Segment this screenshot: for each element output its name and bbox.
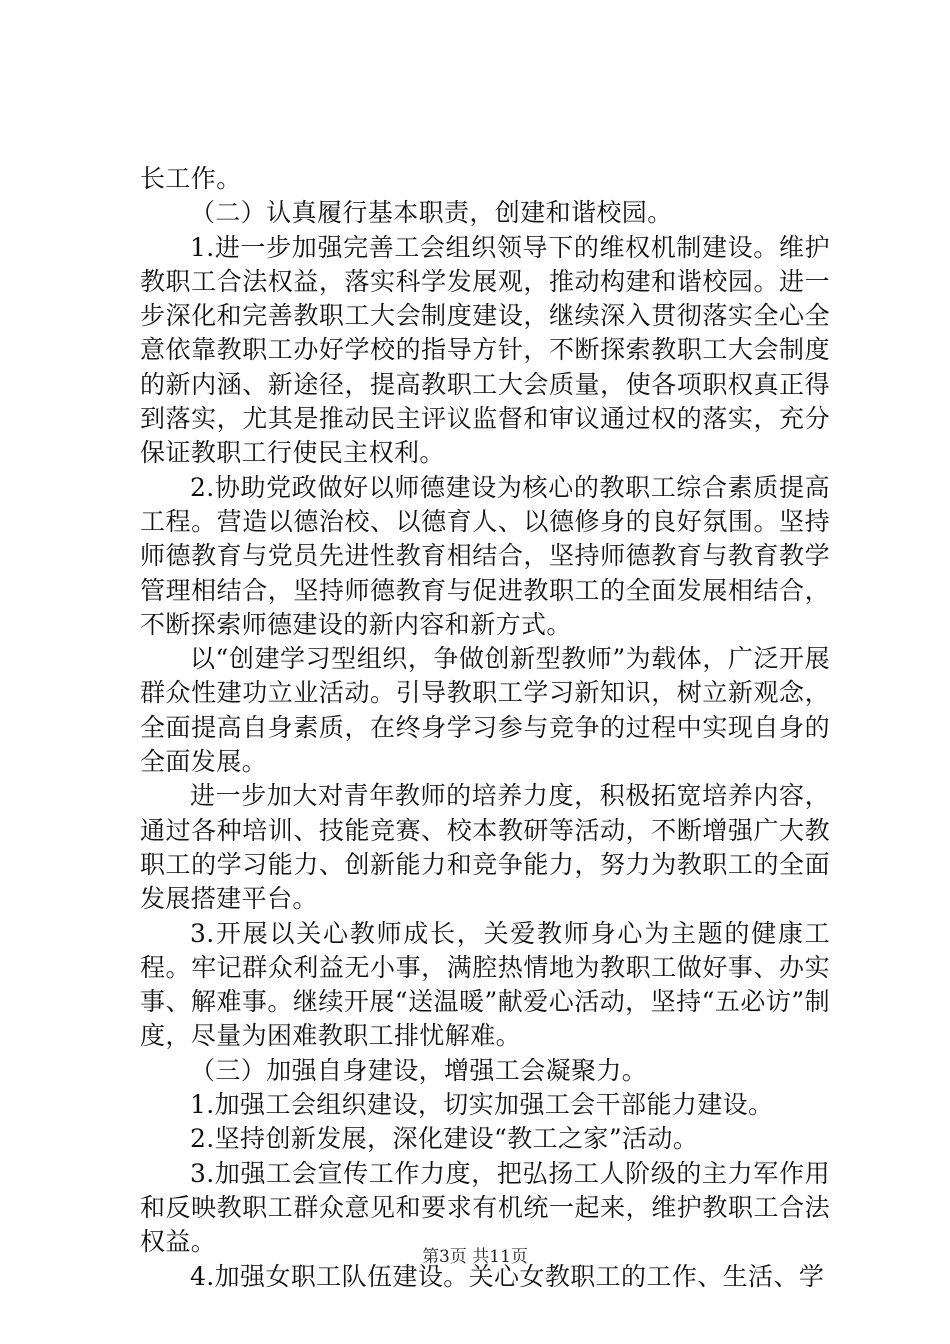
paragraph: 2.坚持创新发展，深化建设“教工之家”活动。 <box>190 1124 699 1154</box>
paragraph: 进一步加大对青年教师的培养力度，积极拓宽培养内容，通过各种培训、技能竞赛、校本教研等活动，不断增强广大教职工的学习能力、创新能力和竞争能力，努力为教职工的全面发展搭建平台。 <box>140 781 830 914</box>
paragraph: 4.加强女职工队伍建设。关心女教职工的工作、生活、学 <box>190 1261 825 1291</box>
page-number-footer: 第3页 共11页 <box>422 1247 528 1267</box>
paragraph: 1.进一步加强完善工会组织领导下的维权机制建设。维护教职工合法权益，落实科学发展观，推动构建和谐校园。进一步深化和完善教职工大会制度建设，继续深入贯彻落实全心全意依靠教职工办好学校的指导方针，不断探索教职工大会制度的新内涵、新途径，提高教职工大会质量，使各项职权真正得到落实，尤其是推动民主评议监督和审议通过权的落实，充分保证教职工行使民主权利。 <box>140 232 830 468</box>
paragraph: 以“创建学习型组织，争做创新型教师”为载体，广泛开展群众性建功立业活动。引导教职工学习新知识，树立新观念，全面提高自身素质，在终身学习参与竞争的过程中实现自身的全面发展。 <box>140 644 830 777</box>
section-heading: （二）认真履行基本职责，创建和谐校园。 <box>190 198 673 228</box>
section-heading: （三）加强自身建设，增强工会凝聚力。 <box>190 1055 648 1085</box>
paragraph: 1.加强工会组织建设，切实加强工会干部能力建设。 <box>190 1090 774 1120</box>
paragraph: 2.协助党政做好以师德建设为核心的教职工综合素质提高工程。营造以德治校、以德育人、以德修身的良好氛围。坚持师德教育与党员先进性教育相结合，坚持师德教育与教育教学管理相结合，坚持师德教育与促进教职工的全面发展相结合，不断探索师德建设的新内容和新方式。 <box>140 472 830 639</box>
paragraph: 3.开展以关心教师成长，关爱教师身心为主题的健康工程。牢记群众利益无小事，满腔热情地为教职工做好事、办实事、解难事。继续开展“送温暖”献爱心活动，坚持“五必访”制度，尽量为困难教职工排忧解难。 <box>140 918 830 1051</box>
paragraph: 3.加强工会宣传工作力度，把弘扬工人阶级的主力军作用和反映教职工群众意见和要求有机统一起来，维护教职工合法权益。 <box>140 1158 830 1257</box>
body-text <box>140 162 830 1294</box>
paragraph: 长工作。 <box>140 164 242 193</box>
